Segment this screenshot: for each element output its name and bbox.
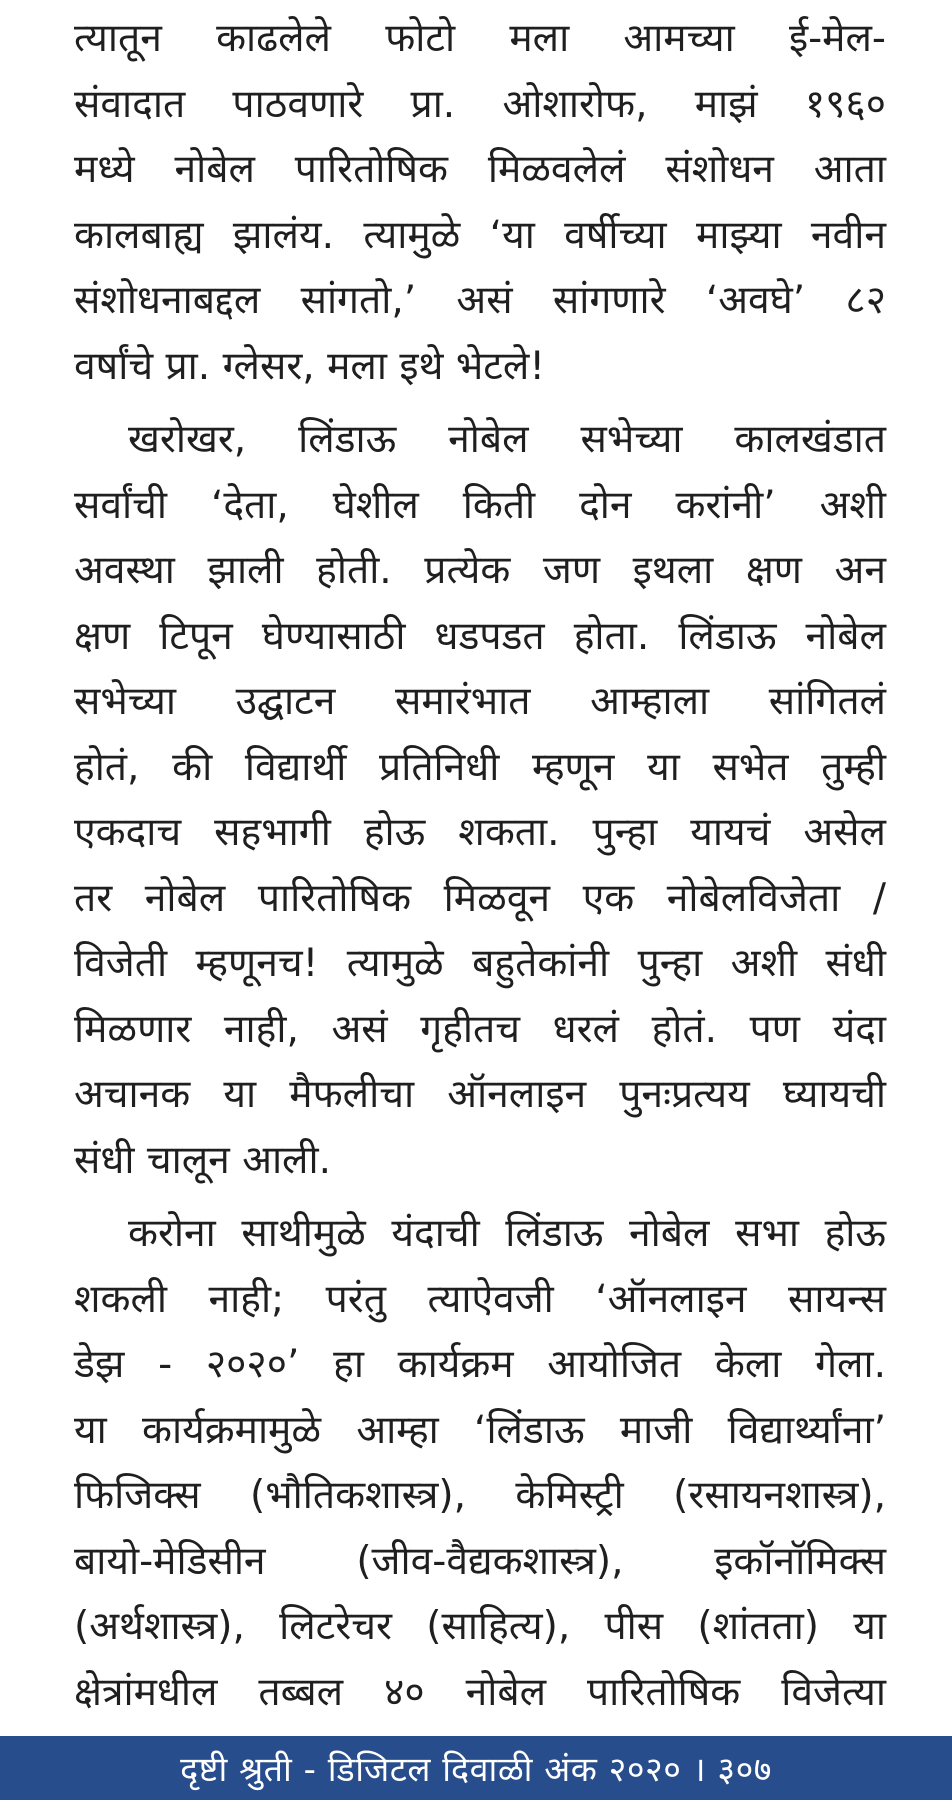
article-body bbox=[74, 6, 886, 1733]
text-line: होतं, की विद्यार्थी प्रतिनिधी म्हणून या सभेत तुम्ही bbox=[74, 744, 886, 790]
text-line: अवस्था झाली होती. प्रत्येक जण इथला क्षण अन bbox=[74, 548, 886, 593]
text-line: सभेच्या उद्घाटन समारंभात आम्हाला सांगितलं bbox=[74, 679, 886, 724]
text-line: संधी चालून आली. bbox=[74, 1137, 331, 1183]
text-line: संवादात पाठवणारे प्रा. ओशारोफ, माझं १९६० bbox=[74, 81, 886, 127]
text-line: फिजिक्स (भौतिकशास्त्र), केमिस्ट्री (रसायनशास्त्र), bbox=[74, 1473, 886, 1518]
text-line: डेझ - २०२०’ हा कार्यक्रम आयोजित केला गेला. bbox=[74, 1342, 886, 1387]
paragraph-1 bbox=[74, 6, 886, 399]
paragraph-3 bbox=[74, 1201, 886, 1725]
text-line: अचानक या मैफलीचा ऑनलाइन पुनःप्रत्यय घ्यायची bbox=[74, 1072, 886, 1117]
text-line: त्यातून काढलेले फोटो मला आमच्या ई-मेल- bbox=[74, 16, 886, 61]
text-line: या कार्यक्रमामुळे आम्हा ‘लिंडाऊ माजी विद्यार्थ्यांना’ bbox=[74, 1407, 886, 1453]
text-line: सर्वांची ‘देता, घेशील किती दोन करांनी’ अशी bbox=[74, 482, 886, 528]
text-line: कालबाह्य झालंय. त्यामुळे ‘या वर्षीच्या माझ्या नवीन bbox=[74, 212, 886, 258]
text-line: विजेती म्हणूनच! त्यामुळे बहुतेकांनी पुन्हा अशी संधी bbox=[74, 941, 886, 986]
footer-bar bbox=[0, 1736, 952, 1800]
text-line: (अर्थशास्त्र), लिटरेचर (साहित्य), पीस (शांतता) या bbox=[74, 1604, 886, 1649]
text-line: मिळणार नाही, असं गृहीतच धरलं होतं. पण यंदा bbox=[74, 1006, 886, 1052]
text-line: संशोधनाबद्दल सांगतो,’ असं सांगणारे ‘अवघे’ ८२ bbox=[74, 278, 886, 323]
footer-publication-page: दृष्टी श्रुती - डिजिटल दिवाळी अंक २०२० । ३०७ bbox=[180, 1750, 772, 1790]
text-line: शकली नाही; परंतु त्याऐवजी ‘ऑनलाइन सायन्स bbox=[74, 1276, 886, 1322]
text-line: क्षण टिपून घेण्यासाठी धडपडत होता. लिंडाऊ नोबेल bbox=[74, 613, 886, 659]
text-line: खरोखर, लिंडाऊ नोबेल सभेच्या कालखंडात bbox=[128, 417, 886, 462]
text-line: एकदाच सहभागी होऊ शकता. पुन्हा यायचं असेल bbox=[74, 810, 886, 855]
text-line: क्षेत्रांमधील तब्बल ४० नोबेल पारितोषिक विजेत्या bbox=[74, 1669, 886, 1715]
text-line: बायो-मेडिसीन (जीव-वैद्यकशास्त्र), इकॉनॉमिक्स bbox=[74, 1538, 886, 1584]
text-line: तर नोबेल पारितोषिक मिळवून एक नोबेलविजेता / bbox=[74, 875, 886, 921]
text-line: करोना साथीमुळे यंदाची लिंडाऊ नोबेल सभा होऊ bbox=[128, 1211, 886, 1256]
text-line: वर्षांचे प्रा. ग्लेसर, मला इथे भेटले! bbox=[74, 343, 545, 389]
text-line: मध्ये नोबेल पारितोषिक मिळवलेलं संशोधन आता bbox=[74, 147, 886, 192]
paragraph-2 bbox=[74, 407, 886, 1193]
